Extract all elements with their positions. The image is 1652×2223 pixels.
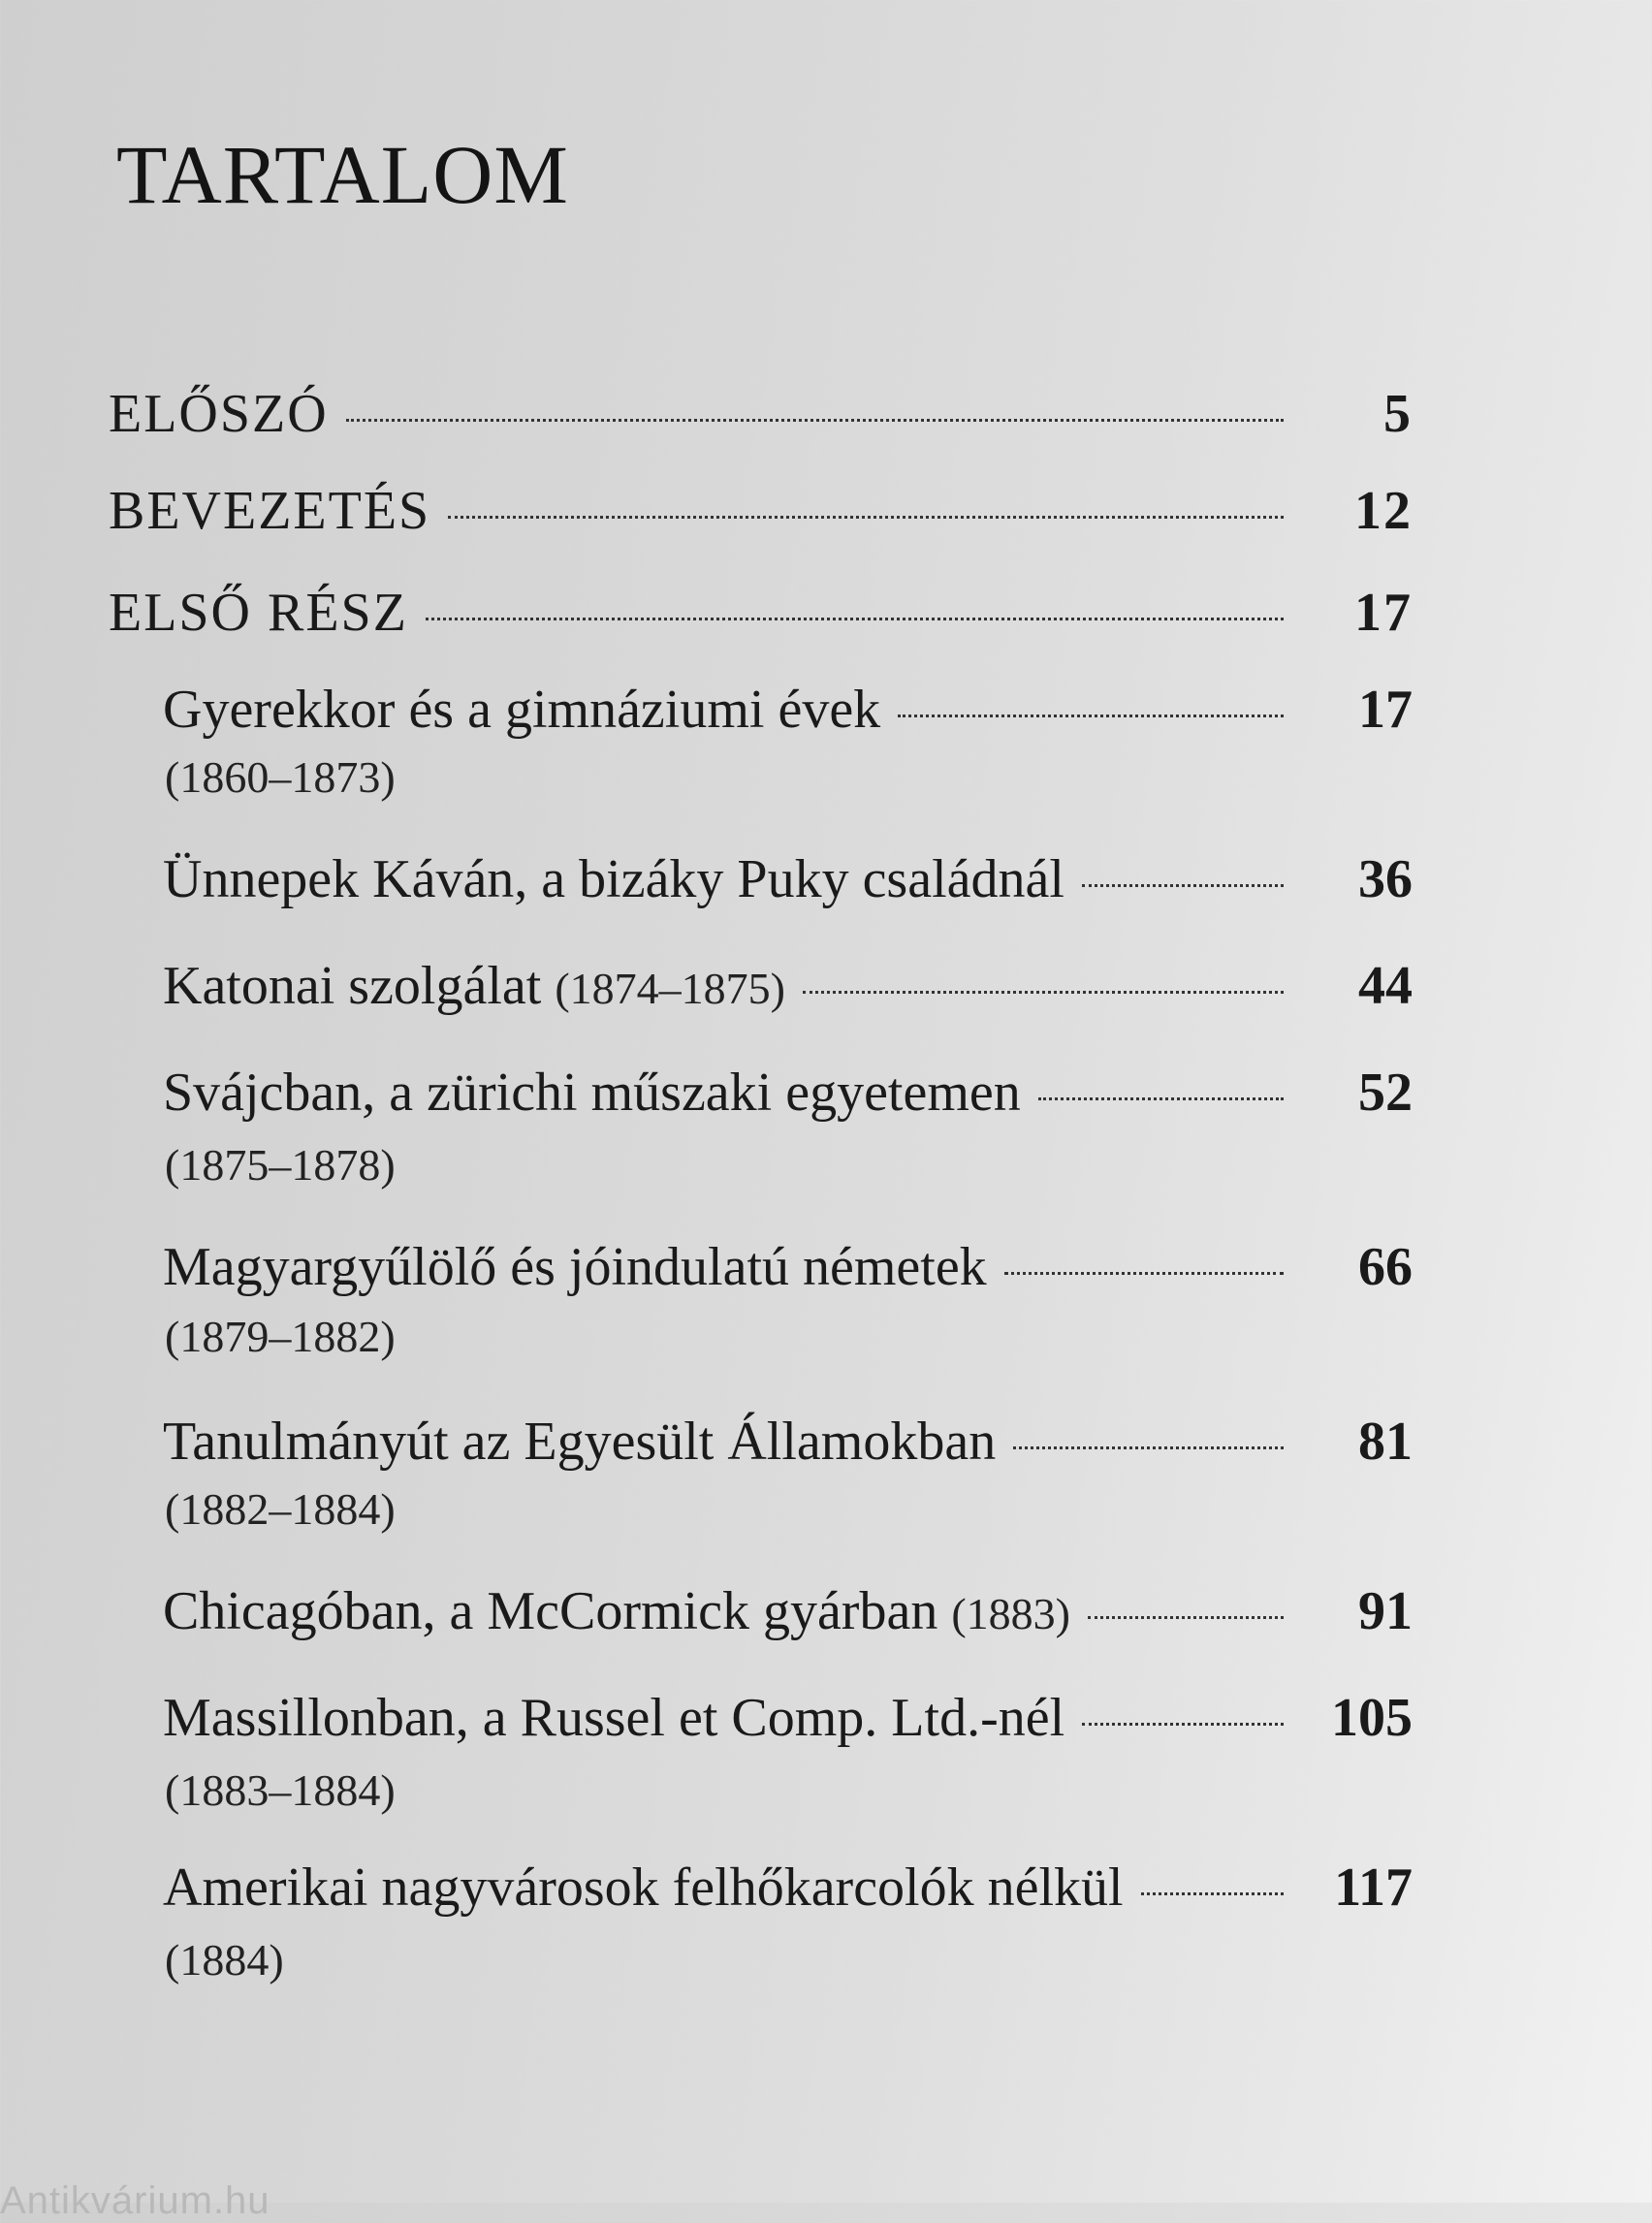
toc-entry-title: Katonai szolgálat <box>163 956 542 1016</box>
toc-entry-amerikai <box>163 1857 1413 1919</box>
toc-entry-years: (1882–1884) <box>165 1484 396 1534</box>
toc-entry-title: ELŐSZÓ <box>109 384 329 444</box>
leader-dots <box>1004 1272 1284 1275</box>
leader-dots <box>1088 1616 1284 1619</box>
toc-page-number: 91 <box>1358 1581 1413 1641</box>
leader-dots <box>1013 1446 1284 1449</box>
toc-entry-title: ELSŐ RÉSZ <box>109 583 408 643</box>
toc-entry-title: BEVEZETÉS <box>109 481 431 541</box>
toc-page-number: 17 <box>1354 583 1413 643</box>
toc-page-number: 12 <box>1354 481 1413 541</box>
toc-entry-years: (1883–1884) <box>165 1765 396 1815</box>
toc-entry-years: (1883) <box>951 1589 1070 1638</box>
leader-dots <box>346 419 1284 422</box>
toc-entry-title: Ünnepek Káván, a bizáky Puky családnál <box>163 849 1064 909</box>
toc-entry-tanulmanyut <box>163 1411 1413 1473</box>
toc-entry-title: Svájcban, a zürichi műszaki egyetemen <box>163 1063 1021 1123</box>
toc-page-number: 66 <box>1358 1237 1413 1297</box>
toc-entry-years: (1875–1878) <box>165 1140 396 1190</box>
leader-dots <box>1082 884 1284 887</box>
toc-entry-title: Amerikai nagyvárosok felhőkarcolók nélkül <box>163 1858 1124 1918</box>
leader-dots <box>1141 1892 1284 1895</box>
toc-page-number: 44 <box>1358 956 1413 1016</box>
toc-page-number: 117 <box>1334 1858 1413 1918</box>
leader-dots <box>898 715 1284 717</box>
leader-dots <box>1082 1723 1284 1726</box>
toc-page-number: 17 <box>1358 680 1413 740</box>
toc-entry-title: Tanulmányút az Egyesült Államokban <box>163 1412 997 1472</box>
toc-page-number: 5 <box>1383 384 1413 444</box>
toc-entry-elso-resz <box>109 582 1413 644</box>
toc-page-number: 36 <box>1358 849 1413 909</box>
toc-entry-years: (1874–1875) <box>555 964 785 1013</box>
leader-dots <box>1038 1097 1284 1100</box>
watermark: Antikvárium.hu <box>0 2179 270 2222</box>
leader-dots <box>426 618 1284 620</box>
leader-dots <box>803 991 1284 994</box>
toc-entry-title: Magyargyűlölő és jóindulatú németek <box>163 1237 987 1297</box>
leader-dots <box>448 516 1284 519</box>
toc-entry-title-wrap <box>163 955 785 1017</box>
toc-entry-gyerekkor <box>163 679 1413 741</box>
toc-page-number: 105 <box>1331 1688 1413 1748</box>
toc-entry-eloszo <box>109 383 1413 445</box>
toc-entry-svajcban <box>163 1062 1413 1124</box>
toc-entry-years: (1879–1882) <box>165 1312 396 1361</box>
toc-entry-title-wrap <box>163 1580 1070 1642</box>
toc-entry-bevezetes <box>109 480 1413 542</box>
toc-entry-katonai <box>163 955 1413 1017</box>
page-title: TARTALOM <box>116 128 569 221</box>
toc-entry-years: (1884) <box>165 1935 284 1985</box>
toc-entry-title: Gyerekkor és a gimnáziumi évek <box>163 680 881 740</box>
toc-entry-chicagoban <box>163 1580 1413 1642</box>
toc-entry-massillonban <box>163 1687 1413 1749</box>
toc-page-number: 52 <box>1358 1063 1413 1123</box>
toc-entry-unnepek <box>163 848 1413 910</box>
toc-entry-title: Chicagóban, a McCormick gyárban <box>163 1581 938 1641</box>
toc-page-number: 81 <box>1358 1412 1413 1472</box>
toc-entry-magyargyulolo <box>163 1236 1413 1298</box>
toc-entry-years: (1860–1873) <box>165 752 396 802</box>
toc-entry-title: Massillonban, a Russel et Comp. Ltd.-nél <box>163 1688 1065 1748</box>
